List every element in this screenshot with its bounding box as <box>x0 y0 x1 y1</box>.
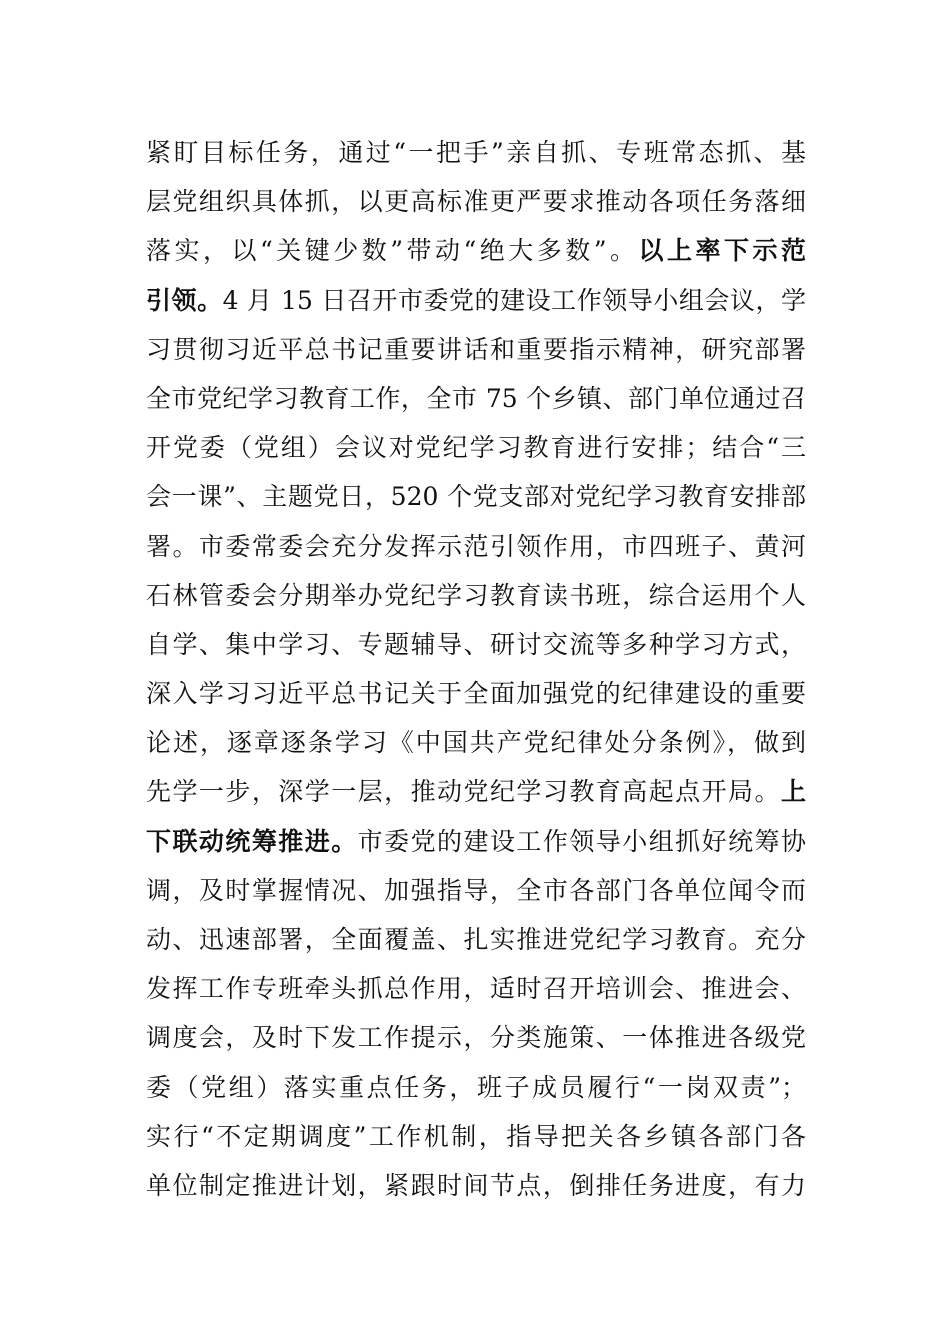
body-text: 论述，逐章逐条学习《中国共产党纪律处分条例》，做到 <box>146 728 806 758</box>
body-text: 会一课”、主题党日，520 个党支部对党纪学习教育安排部 <box>146 482 806 512</box>
text-line <box>146 620 806 669</box>
body-text: 深入学习习近平总书记关于全面加强党的纪律建设的重要 <box>146 679 806 709</box>
body-text: 动、迅速部署，全面覆盖、扎实推进党纪学习教育。充分 <box>146 925 806 954</box>
text-line <box>146 374 806 423</box>
body-text: 自学、集中学习、专题辅导、研讨交流等多种学习方式， <box>146 629 806 659</box>
body-text: 开党委（党组）会议对党纪学习教育进行安排；结合“三 <box>146 433 806 463</box>
body-paragraph <box>146 128 806 1210</box>
text-line <box>146 325 806 374</box>
body-text: 落实，以“关键少数”带动“绝大多数”。 <box>146 236 639 266</box>
text-line <box>146 423 806 472</box>
body-text: 发挥工作专班牵头抓总作用，适时召开培训会、推进会、 <box>146 974 806 1004</box>
text-line <box>146 915 806 964</box>
body-text: 石林管委会分期举办党纪学习教育读书班，综合运用个人 <box>146 580 806 610</box>
text-line <box>146 964 806 1013</box>
text-line <box>146 472 806 521</box>
text-line <box>146 276 806 325</box>
text-line <box>146 128 806 177</box>
text-line <box>146 226 806 275</box>
text-line <box>146 571 806 620</box>
text-line <box>146 718 806 767</box>
body-text: 全市党纪学习教育工作，全市 75 个乡镇、部门单位通过召 <box>146 383 806 413</box>
text-line <box>146 669 806 718</box>
text-line <box>146 177 806 226</box>
body-text: 紧盯目标任务，通过“一把手”亲自抓、专班常态抓、基 <box>146 138 806 167</box>
body-text: 习贯彻习近平总书记重要讲话和重要指示精神，研究部署 <box>146 334 806 364</box>
text-line <box>146 866 806 915</box>
body-text: 署。市委常委会充分发挥示范引领作用，市四班子、黄河 <box>146 531 806 561</box>
body-text: 4 月 15 日召开市委党的建设工作领导小组会议，学 <box>222 285 806 315</box>
body-text: 先学一步，深学一层，推动党纪学习教育高起点开局。 <box>146 777 781 807</box>
body-text: 实行“不定期调度”工作机制，指导把关各乡镇各部门各 <box>146 1121 806 1151</box>
bold-heading-text: 上 <box>780 777 806 807</box>
bold-heading-text: 引领。 <box>146 285 223 315</box>
text-line <box>146 1013 806 1062</box>
text-line <box>146 1112 806 1161</box>
bold-heading-text: 下联动统筹推进。 <box>146 826 358 856</box>
body-text: 市委党的建设工作领导小组抓好统筹协 <box>357 826 806 856</box>
body-text: 单位制定推进计划，紧跟时间节点，倒排任务进度，有力 <box>146 1170 806 1200</box>
text-line <box>146 817 806 866</box>
text-line <box>146 1161 806 1210</box>
text-line <box>146 767 806 816</box>
text-line <box>146 1063 806 1112</box>
bold-heading-text: 以上率下示范 <box>638 236 806 266</box>
body-text: 委（党组）落实重点任务，班子成员履行“一岗双责”； <box>146 1072 806 1102</box>
body-text: 调度会，及时下发工作提示，分类施策、一体推进各级党 <box>146 1023 806 1053</box>
text-line <box>146 522 806 571</box>
body-text: 调，及时掌握情况、加强指导，全市各部门各单位闻令而 <box>146 875 806 905</box>
body-text: 层党组织具体抓，以更高标准更严要求推动各项任务落细 <box>146 187 806 217</box>
